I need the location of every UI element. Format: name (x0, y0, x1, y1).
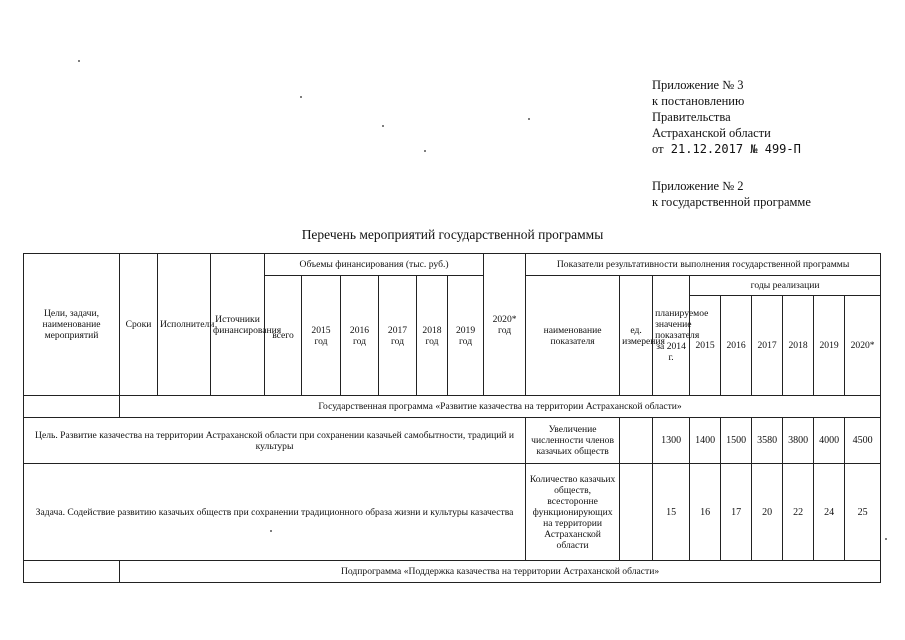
goal-value: 1500 (721, 418, 752, 464)
appendix-3-line: Приложение № 3 (652, 78, 744, 92)
appendix-3-line: Правительства (652, 110, 731, 124)
appendix-3-line: Астраханской области (652, 126, 771, 140)
appendix-3-line: к постановлению (652, 94, 745, 108)
goal-value: 3800 (783, 418, 814, 464)
header-2017: 2017 год (379, 276, 417, 396)
header-2019: 2019 год (448, 276, 484, 396)
goal-unit (620, 418, 653, 464)
goal-text: Цель. Развитие казачества на территории Астраханской области при сохранении казачьей самобытности, традиций и культуры (24, 418, 526, 464)
task-indicator: Количество казачьих обществ, всесторонне функционирующих на территории Астраханской области (526, 464, 620, 561)
appendix-2-line: Приложение № 2 (652, 179, 744, 193)
header-year: 2017 (752, 296, 783, 396)
task-value: 22 (783, 464, 814, 561)
scan-speck (885, 538, 887, 540)
task-value: 24 (814, 464, 845, 561)
decree-date (652, 141, 801, 157)
header-executors: Исполнители (158, 254, 211, 396)
task-value: 17 (721, 464, 752, 561)
program-empty-cell (24, 396, 120, 418)
header-years-group: годы реализации (690, 276, 881, 296)
page-title: Перечень мероприятий государственной программы (301, 227, 604, 242)
header-year: 2019 (814, 296, 845, 396)
header-indicators-group: Показатели результативности выполнения государственной программы (526, 254, 881, 276)
header-indicator-name: наименование показателя (526, 276, 620, 396)
header-year: 2015 (690, 296, 721, 396)
goal-value: 4500 (845, 418, 881, 464)
header-sources: Источники финансирования (211, 254, 265, 396)
decree-date-value: 21.12.2017 № 499-П (670, 142, 801, 156)
measures-table (23, 253, 881, 583)
subprogram-empty-cell (24, 561, 120, 583)
header-planned-2014: планируемое значение показателя за 2014 г. (653, 276, 690, 396)
header-goals: Цели, задачи, наименование мероприятий (24, 254, 120, 396)
scan-speck (270, 530, 272, 532)
subprogram-row: Подпрограмма «Поддержка казачества на территории Астраханской области» (120, 561, 881, 583)
header-2018: 2018 год (417, 276, 448, 396)
program-row: Государственная программа «Развитие казачества на территории Астраханской области» (120, 396, 881, 418)
appendix-2-block (652, 178, 811, 210)
task-planned: 15 (653, 464, 690, 561)
task-value: 25 (845, 464, 881, 561)
task-value: 20 (752, 464, 783, 561)
goal-indicator: Увеличение численности членов казачьих обществ (526, 418, 620, 464)
appendix-2-line: к государственной программе (652, 195, 811, 209)
header-year: 2018 (783, 296, 814, 396)
appendix-3-block (652, 77, 801, 157)
header-total: всего (265, 276, 302, 396)
header-year: 2020* (845, 296, 881, 396)
decree-date-prefix: от (652, 142, 664, 156)
goal-planned: 1300 (653, 418, 690, 464)
task-value: 16 (690, 464, 721, 561)
scan-speck (300, 96, 302, 98)
scan-speck (528, 118, 530, 120)
header-terms: Сроки (120, 254, 158, 396)
header-2016: 2016 год (341, 276, 379, 396)
goal-value: 4000 (814, 418, 845, 464)
scan-speck (78, 60, 80, 62)
header-2015: 2015 год (302, 276, 341, 396)
goal-value: 3580 (752, 418, 783, 464)
header-year: 2016 (721, 296, 752, 396)
scan-speck (424, 150, 426, 152)
header-2020-funding: 2020* год (484, 254, 526, 396)
task-text: Задача. Содействие развитию казачьих обществ при сохранении традиционного образа жизни и культуры казачества (24, 464, 526, 561)
header-funding-group: Объемы финансирования (тыс. руб.) (265, 254, 484, 276)
task-unit (620, 464, 653, 561)
goal-value: 1400 (690, 418, 721, 464)
scan-speck (382, 125, 384, 127)
header-unit: ед. измерения (620, 276, 653, 396)
